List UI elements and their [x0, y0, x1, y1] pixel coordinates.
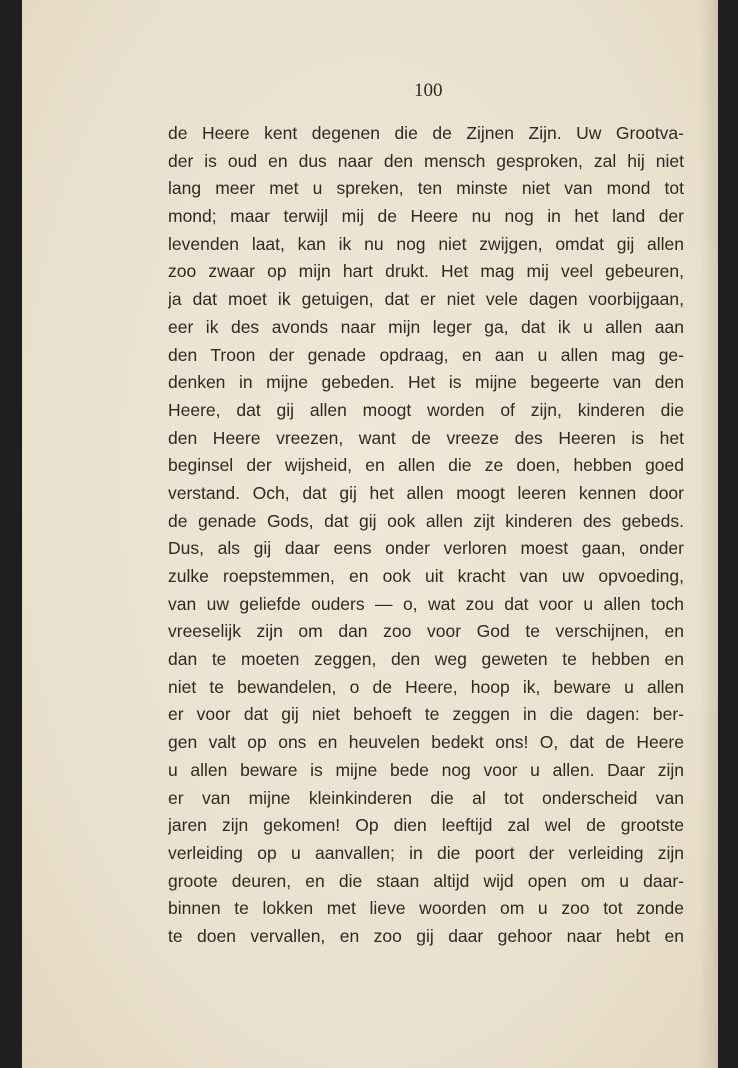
text-line: de genade Gods, dat gij ook allen zijt kinderen des gebeds. [168, 510, 684, 531]
book-page [22, 0, 718, 1068]
text-line: er van mijne kleinkinderen die al tot onderscheid van [168, 787, 684, 808]
text-line: Dus, als gij daar eens onder verloren moest gaan, onder [168, 538, 684, 559]
text-line: ja dat moet ik getuigen, dat er niet vele dagen voorbijgaan, [168, 289, 684, 310]
text-line: van uw geliefde ouders — o, wat zou dat voor u allen toch [168, 593, 684, 614]
text-line: vreeselijk zijn om dan zoo voor God te verschijnen, en [168, 621, 684, 642]
text-line: gen valt op ons en heuvelen bedekt ons! O, dat de Heere [168, 732, 684, 753]
text-line: beginsel der wijsheid, en allen die ze doen, hebben goed [168, 455, 684, 476]
text-line: verleiding op u aanvallen; in die poort der verleiding zijn [168, 842, 684, 863]
text-line: der is oud en dus naar den mensch gesproken, zal hij niet [168, 150, 684, 171]
text-line: dan te moeten zeggen, den weg geweten te hebben en [168, 649, 684, 670]
text-line: lang meer met u spreken, ten minste niet van mond tot [168, 178, 684, 199]
text-line: den Troon der genade opdraag, en aan u allen mag ge- [168, 344, 684, 365]
text-line: verstand. Och, dat gij het allen moogt leeren kennen door [168, 482, 684, 503]
text-line: mond; maar terwijl mij de Heere nu nog in het land der [168, 206, 684, 227]
page-number: 100 [414, 80, 443, 101]
text-line: levenden laat, kan ik nu nog niet zwijgen, omdat gij allen [168, 233, 684, 254]
text-line: groote deuren, en die staan altijd wijd open om u daar- [168, 870, 684, 891]
body-text [168, 120, 684, 951]
text-line: zulke roepstemmen, en ook uit kracht van uw opvoeding, [168, 566, 684, 586]
text-line: zoo zwaar op mijn hart drukt. Het mag mij veel gebeuren, [168, 261, 684, 282]
text-line: binnen te lokken met lieve woorden om u zoo tot zonde [168, 898, 684, 919]
text-line: er voor dat gij niet behoeft te zeggen in die dagen: ber- [168, 704, 684, 725]
text-line: denken in mijne gebeden. Het is mijne begeerte van den [168, 372, 684, 393]
text-line: de Heere kent degenen die de Zijnen Zijn. Uw Grootva- [168, 123, 684, 143]
text-line: u allen beware is mijne bede nog voor u allen. Daar zijn [168, 759, 684, 780]
text-line: den Heere vreezen, want de vreeze des Heeren is het [168, 427, 684, 448]
text-line: eer ik des avonds naar mijn leger ga, dat ik u allen aan [168, 316, 684, 337]
text-line: te doen vervallen, en zoo gij daar gehoor naar hebt en [168, 925, 684, 946]
page-edge-shadow [700, 0, 718, 1068]
text-line: Heere, dat gij allen moogt worden of zijn, kinderen die [168, 399, 684, 420]
text-line: niet te bewandelen, o de Heere, hoop ik, beware u allen [168, 676, 684, 697]
text-line: jaren zijn gekomen! Op dien leeftijd zal wel de grootste [168, 815, 684, 836]
